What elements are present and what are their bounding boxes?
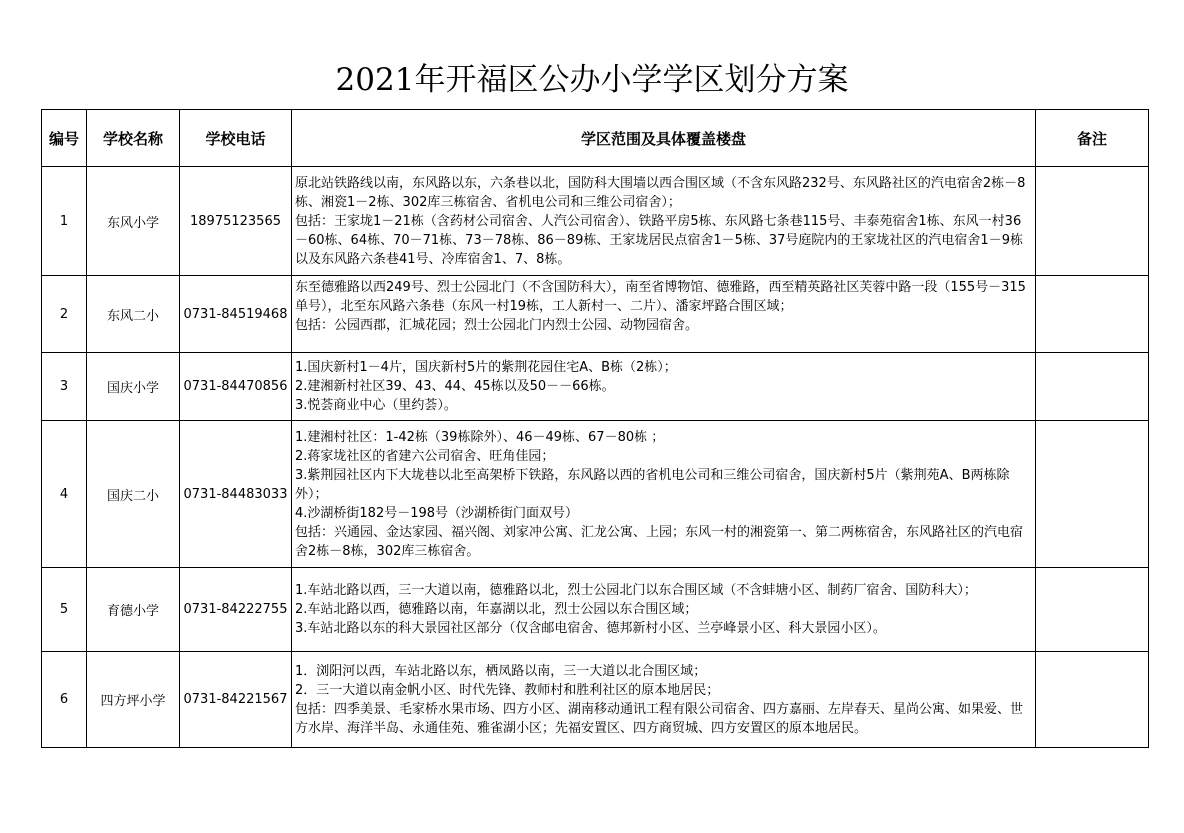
scope-line: 原北站铁路线以南，东风路以东，六条巷以北，国防科大围墙以西合围区域（不含东风路232号、东风路社区的汽电宿舍2栋－8栋、湘瓷1－2栋、302库三栋宿舍、省机电公司和三维公司宿舍）； — [295, 175, 1026, 210]
row-school-phone: 0731-84519468 — [180, 276, 292, 353]
scope-line: 1．浏阳河以西，车站北路以东，栖凤路以南，三一大道以北合围区域； — [295, 663, 707, 679]
row-school-phone: 18975123565 — [180, 167, 292, 276]
scope-line: 2．三一大道以南金帆小区、时代先锋、教师村和胜利社区的原本地居民； — [295, 682, 720, 698]
table-row — [42, 568, 1149, 652]
row-number: 5 — [42, 568, 87, 652]
table-row — [42, 276, 1149, 353]
row-number: 6 — [42, 652, 87, 748]
row-school-name: 育德小学 — [87, 568, 180, 652]
row-school-name: 东风小学 — [87, 167, 180, 276]
header-school-phone: 学校电话 — [180, 110, 292, 167]
scope-line: 1.国庆新村1－4片，国庆新村5片的紫荆花园住宅A、B栋（2栋）； — [295, 360, 677, 375]
scope-line: 3.悦荟商业中心（里约荟）。 — [295, 398, 457, 413]
row-number: 4 — [42, 421, 87, 568]
row-school-phone: 0731-84470856 — [180, 353, 292, 421]
school-district-table — [41, 109, 1149, 748]
row-school-phone: 0731-84483033 — [180, 421, 292, 568]
scope-line: 3.紫荆园社区内下大垅巷以北至高架桥下铁路，东风路以西的省机电公司和三维公司宿舍，国庆新村5片（紫荆苑A、B两栋除外）； — [295, 467, 1010, 502]
row-school-name: 四方坪小学 — [87, 652, 180, 748]
row-note — [1036, 421, 1149, 568]
scope-line: 2.蒋家垅社区的省建六公司宿舍、旺角佳园； — [295, 448, 555, 464]
table-row — [42, 421, 1149, 568]
row-district-scope — [292, 353, 1036, 421]
row-note — [1036, 353, 1149, 421]
row-district-scope — [292, 167, 1036, 276]
row-number: 3 — [42, 353, 87, 421]
row-school-name: 国庆小学 — [87, 353, 180, 421]
row-number: 1 — [42, 167, 87, 276]
row-note — [1036, 276, 1149, 353]
row-note — [1036, 652, 1149, 748]
row-district-scope — [292, 568, 1036, 652]
scope-line: 东至德雅路以西249号、烈士公园北门（不含国防科大），南至省博物馆、德雅路，西至精英路社区芙蓉中路一段（155号－315单号），北至东风路六条巷（东风一村19栋，工人新村一、二片）、潘家坪路合围区域； — [295, 280, 1026, 314]
scope-line: 1.车站北路以西，三一大道以南，德雅路以北，烈士公园北门以东合围区域（不含蚌塘小区、制药厂宿舍、国防科大）； — [295, 583, 977, 598]
scope-line: 2.建湘新村社区39、43、44、45栋以及50－－66栋。 — [295, 379, 615, 394]
row-number: 2 — [42, 276, 87, 353]
scope-line: 1.建湘村社区：1-42栋（39栋除外）、46－49栋、67－80栋 ； — [295, 429, 665, 445]
table-row — [42, 167, 1149, 276]
scope-line: 3.车站北路以东的科大景园社区部分（仅含邮电宿舍、德邦新村小区、兰亭峰景小区、科大景园小区）。 — [295, 621, 886, 636]
row-school-name: 东风二小 — [87, 276, 180, 353]
row-district-scope — [292, 276, 1036, 353]
scope-line: 2.车站北路以西，德雅路以南，年嘉湖以北，烈士公园以东合围区域； — [295, 602, 698, 617]
scope-line: 4.沙湖桥街182号－198号（沙湖桥街门面双号） — [295, 505, 579, 521]
scope-line: 包括：四季美景、毛家桥水果市场、四方小区、湖南移动通讯工程有限公司宿舍、四方嘉丽、左岸春天、星尚公寓、如果爱、世方水岸、海洋半岛、永通佳苑、雅雀湖小区；先福安置区、四方商贸城、四方安置区的原本地居民。 — [295, 701, 1024, 736]
scope-line: 包括：兴通园、金达家园、福兴阁、刘家冲公寓、汇龙公寓、上园；东风一村的湘瓷第一、第二两栋宿舍，东风路社区的汽电宿舍2栋－8栋，302库三栋宿舍。 — [295, 524, 1024, 559]
page-title: 2021年开福区公办小学学区划分方案 — [335, 62, 849, 98]
row-district-scope — [292, 652, 1036, 748]
header-school-name: 学校名称 — [87, 110, 180, 167]
scope-line: 包括：王家垅1－21栋（含药材公司宿舍、人汽公司宿舍）、铁路平房5栋、东风路七条巷115号、丰泰苑宿舍1栋、东风一村36－60栋、64栋、70－71栋、73－78栋、86－89栋、王家垅居民点宿舍1－5栋、37号庭院内的王家垅社区的汽电宿舍1－9栋以及东风路六条巷41号、冷库宿舍1、7、8栋。 — [295, 213, 1023, 267]
table-row — [42, 353, 1149, 421]
header-note: 备注 — [1036, 110, 1149, 167]
row-note — [1036, 167, 1149, 276]
table-row — [42, 652, 1149, 748]
row-school-phone: 0731-84222755 — [180, 568, 292, 652]
row-school-name: 国庆二小 — [87, 421, 180, 568]
scope-line: 包括：公园西郡，汇城花园；烈士公园北门内烈士公园、动物园宿舍。 — [295, 318, 699, 333]
header-number: 编号 — [42, 110, 87, 167]
row-note — [1036, 568, 1149, 652]
row-district-scope — [292, 421, 1036, 568]
table-header-row — [42, 110, 1149, 167]
header-district-scope: 学区范围及具体覆盖楼盘 — [292, 110, 1036, 167]
row-school-phone: 0731-84221567 — [180, 652, 292, 748]
